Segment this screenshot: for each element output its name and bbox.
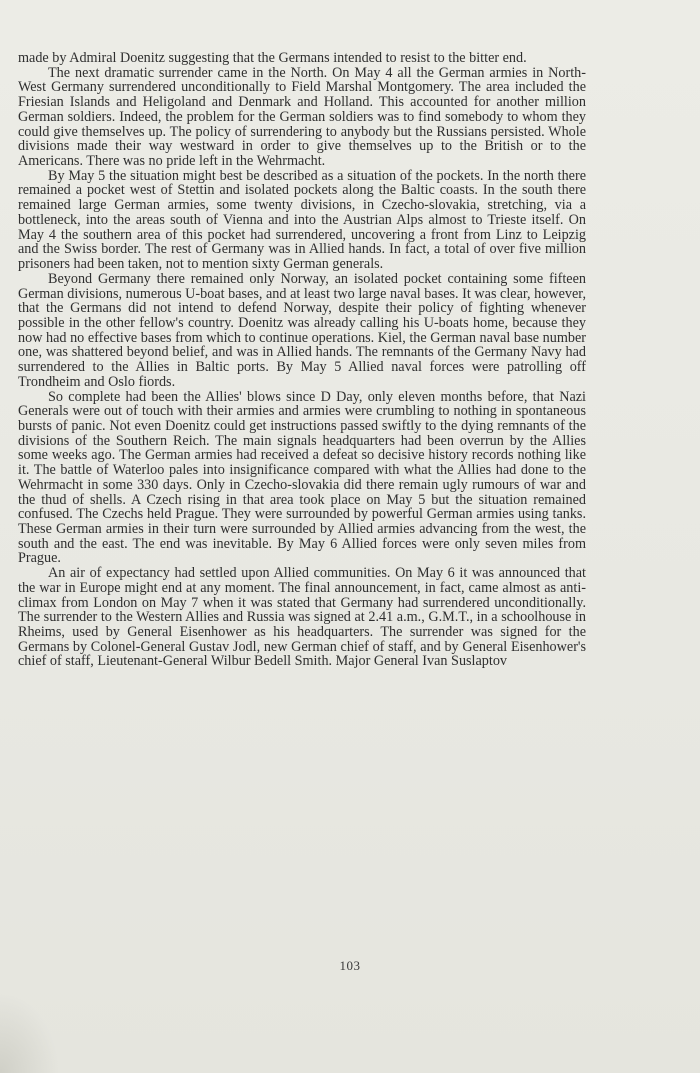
paragraph-final-surrender: An air of expectancy had settled upon Allied communities. On May 6 it was announced that the war in Europe might end at any moment. The final announcement, in fact, came almost as anti-climax from London on May 7 when it was stated that Germany had surrendered unconditionally. The surrender to the Western Allies and Russia was signed at 2.41 a.m., G.M.T., in a schoolhouse in Rheims, used by General Eisenhower as his headquarters. The surrender was signed for the Germans by Colonel-General Gustav Jodl, new German chief of staff, and by General Eisenhower's chief of staff, Lieutenant-General Wilbur Bedell Smith. Major General Ivan Suslaptov: [18, 565, 586, 670]
paragraph-pockets: By May 5 the situation might best be described as a situation of the pockets. In the north there remained a pocket west of Stettin and isolated pockets along the Baltic coasts. In the south there remained large German armies, some twenty divisions, in Czecho-slovakia, stretching, via a bottleneck, into the areas south of Vienna and into the Austrian Alps almost to Trieste itself. On May 4 the southern area of this pocket had surrendered, uncovering a front from Linz to Leipzig and the Swiss border. The rest of Germany was in Allied hands. In fact, a total of over five million prisoners had been taken, not to mention sixty German generals.: [18, 167, 586, 273]
page-shadow: [0, 993, 60, 1073]
page-number: 103: [339, 958, 361, 973]
paragraph-norway: Beyond Germany there remained only Norway, an isolated pocket containing some fifteen German divisions, numerous U-boat bases, and at least two large naval bases. It was clear, however, that the Germans did not intend to defend Norway, despite their policy of fighting whenever possible in the other fellow's country. Doenitz was already calling his U-boats home, because they now had no effective bases from which to continue operations. Kiel, the German naval base number one, was shattered beyond belief, and was in Allied hands. The remnants of the Germany Navy had surrendered to the Allies in Baltic ports. By May 5 Allied naval forces were patrolling off Trondheim and Oslo fiords.: [18, 270, 586, 390]
paragraph-northern-surrender: The next dramatic surrender came in the North. On May 4 all the German armies in North-West Germany surrendered unconditionally to Field Marshal Montgomery. The area included the Friesian Islands and Heligoland and Denmark and Holland. This accounted for another million German soldiers. Indeed, the problem for the German soldiers was to find somebody to whom they could give themselves up. The policy of surrendering to anybody but the Russians persisted. Whole divisions made their way westward in order to give themselves up to the British or to the Americans. There was no pride left in the Wehrmacht.: [18, 64, 586, 170]
paragraph-continued: made by Admiral Doenitz suggesting that the Germans intended to resist to the bitter end.: [18, 50, 527, 66]
body-text: [18, 51, 586, 669]
paragraph-collapse: So complete had been the Allies' blows since D Day, only eleven months before, that Nazi Generals were out of touch with their armies and armies were crumbling to nothing in spontaneous bursts of panic. Not even Doenitz could get instructions passed swiftly to the dying remnants of the divisions of the Southern Reich. The main signals headquarters had been overrun by the Allies some weeks ago. The German armies had received a defeat so decisive history records nothing like it. The battle of Waterloo pales into insignificance compared with what the Allies had done to the Wehrmacht in some 330 days. Only in Czecho-slovakia did there remain ugly rumours of war and the thud of shells. A Czech rising in that area took place on May 5 but the situation remained confused. The Czechs held Prague. They were surrounded by powerful German armies using tanks. These German armies in their turn were surrounded by Allied armies advancing from the west, the south and the east. The end was inevitable. By May 6 Allied forces were only seven miles from Prague.: [18, 388, 586, 567]
